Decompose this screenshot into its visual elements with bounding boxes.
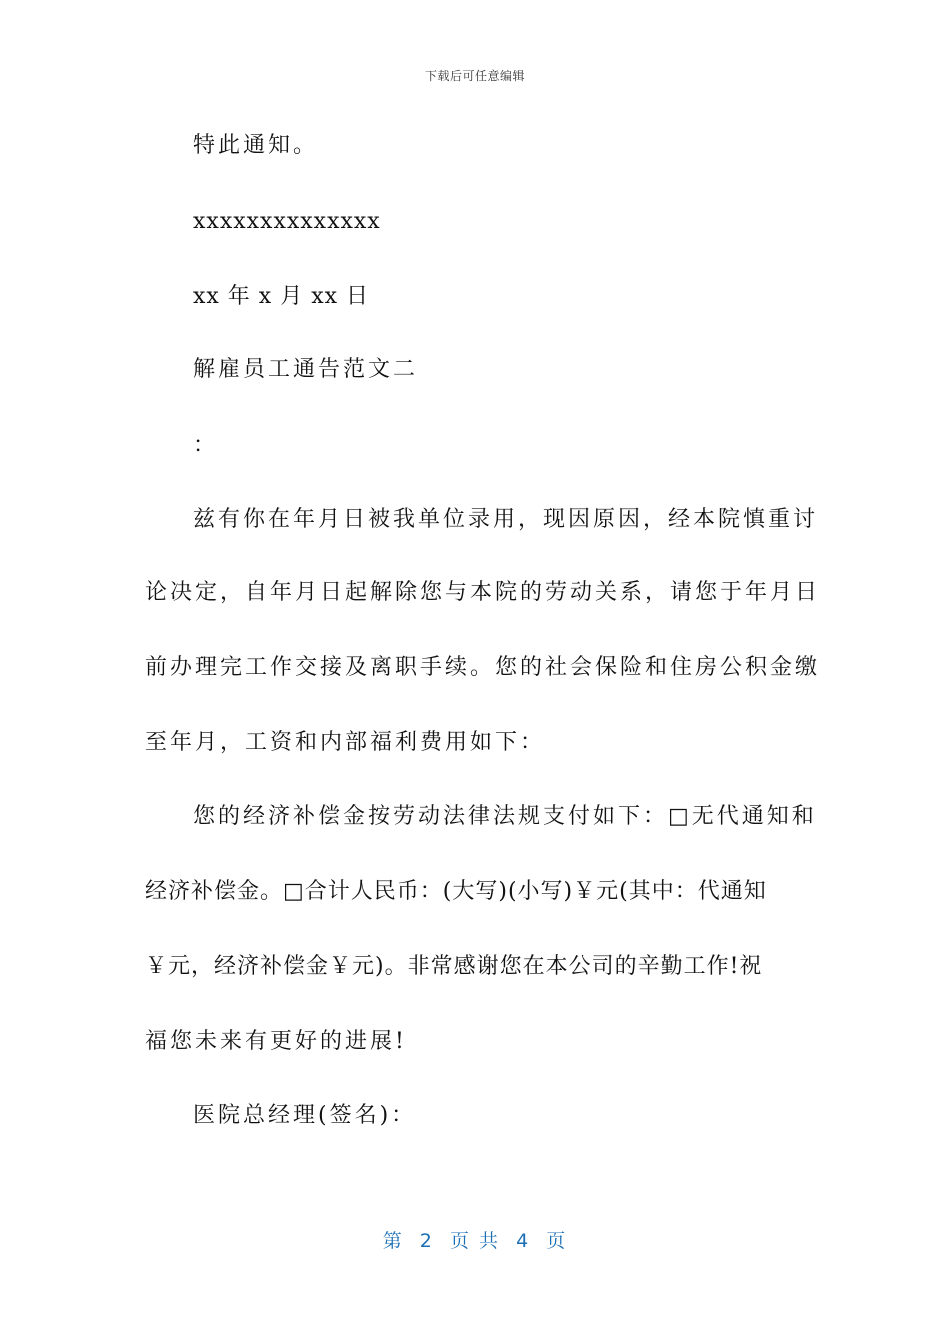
salutation-line: ： [193, 433, 219, 458]
paragraph-line: 论决定，自年月日起解除您与本院的劳动关系，请您于年月日 [145, 580, 821, 605]
paragraph-line: 福您未来有更好的进展! [145, 1029, 407, 1054]
paragraph-line: 至年月，工资和内部福利费用如下： [145, 730, 546, 755]
issuer-placeholder: xxxxxxxxxxxxxx [193, 209, 381, 234]
download-note: 下载后可任意编辑 [424, 69, 525, 83]
page-number: 第 2 页 共 4 页 [382, 1230, 568, 1252]
paragraph-line: 经济补偿金。□合计人民币：(大写)(小写)￥元(其中：代通知 [145, 879, 767, 904]
signature-line: 医院总经理(签名)： [193, 1103, 417, 1128]
section-title: 解雇员工通告范文二 [193, 357, 419, 382]
paragraph-line: 前办理完工作交接及离职手续。您的社会保险和住房公积金缴 [145, 655, 821, 680]
paragraph-line: 您的经济补偿金按劳动法律法规支付如下：□无代通知和 [193, 804, 817, 829]
date-line: xx 年 x 月 xx 日 [193, 284, 370, 309]
paragraph-line: ￥元，经济补偿金￥元)。非常感谢您在本公司的辛勤工作!祝 [145, 954, 763, 979]
closing-line: 特此通知。 [193, 133, 319, 158]
paragraph-line: 兹有你在年月日被我单位录用，现因原因，经本院慎重讨 [193, 507, 819, 532]
